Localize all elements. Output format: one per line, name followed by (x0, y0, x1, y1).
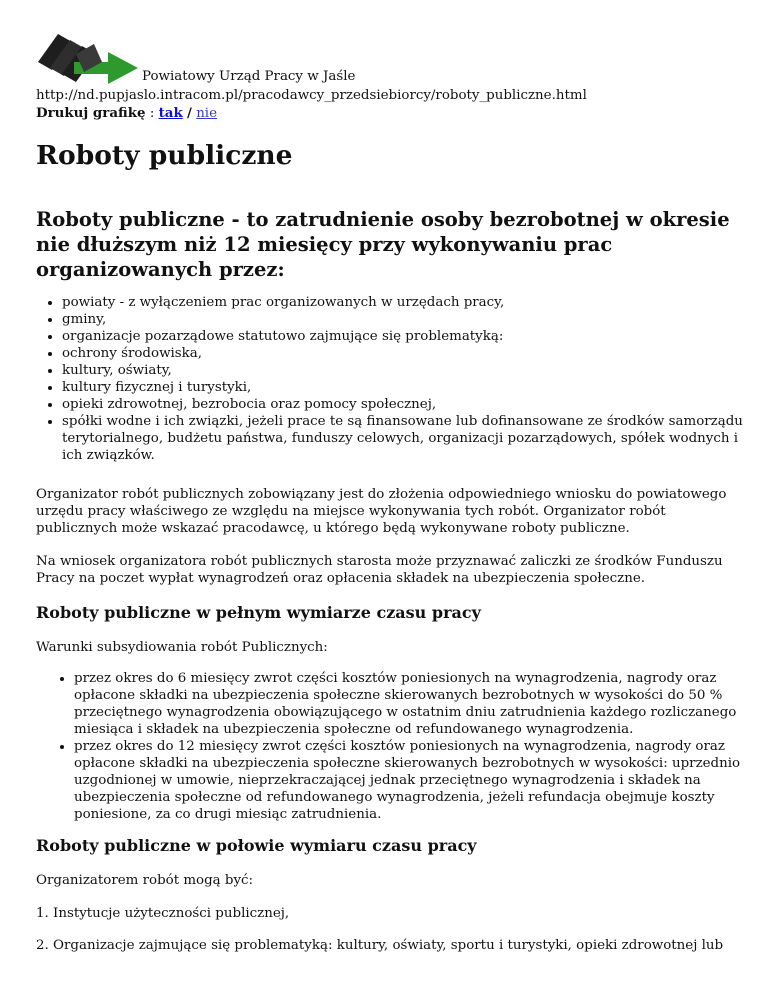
print-separator: : (149, 106, 155, 121)
section-half-time-intro: Organizatorem robót mogą być: (36, 873, 254, 888)
print-yes-link[interactable]: tak (158, 105, 183, 121)
list-item: • organizacje pozarządowe statutowo zajmujące się problematyką: (62, 328, 762, 345)
section-half-time-heading: Roboty publiczne w połowie wymiaru czasu pracy (36, 836, 477, 855)
organizers-list (36, 294, 762, 464)
site-name: Powiatowy Urząd Pracy w Jaśle (142, 69, 356, 84)
section-full-time-heading: Roboty publiczne w pełnym wymiarze czasu pracy (36, 603, 481, 622)
print-graphics-option (36, 105, 217, 122)
organizer-paragraph: Organizator robót publicznych zobowiązany jest do złożenia odpowiedniego wniosku do powiatowego urzędu pracy właściwego ze względu na miejsce wykonywania tych robót. Organizator robót publicznych może wskazać pracodawcę, u którego będą wykonywane roboty publiczne. (36, 487, 727, 536)
numbered-item-1: 1. Instytucje użyteczności publicznej, (36, 906, 290, 921)
lead-heading: Roboty publiczne - to zatrudnienie osoby bezrobotnej w okresie nie dłuższym niż 12 miesięcy przy wykonywaniu prac organizowanych przez: (36, 208, 730, 281)
list-item: • opieki zdrowotnej, bezrobocia oraz pomocy społecznej, (62, 396, 762, 413)
page-url: http://nd.pupjaslo.intracom.pl/pracodawcy_przedsiebiorcy/roboty_publiczne.html (36, 88, 587, 103)
page-title: Roboty publiczne (36, 140, 293, 171)
list-item: • ochrony środowiska, (62, 345, 762, 362)
print-no-link[interactable]: nie (196, 106, 218, 121)
numbered-item-2: 2. Organizacje zajmujące się problematyką: kultury, oświaty, sportu i turystyki, opieki zdrowotnej lub (36, 938, 724, 953)
section-full-time-intro: Warunki subsydiowania robót Publicznych: (36, 640, 328, 655)
list-item: • powiaty - z wyłączeniem prac organizowanych w urzędach pracy, (62, 294, 762, 311)
pup-logo-icon (36, 32, 140, 84)
list-item: • przez okres do 12 miesięcy zwrot części kosztów poniesionych na wynagrodzenia, nagrody oraz opłacone składki na ubezpieczenia społeczne skierowanych bezrobotnych w wysokości: uprzednio uzgodnionej w umowie, nieprzekraczającej jednak przeciętnego wynagrodzenia i składek na ubezpieczenia społeczne od refundowanego wynagrodzenia, jeżeli refundacja obejmuje koszty poniesione, za co drugi miesiąc zatrudnienia. (74, 738, 768, 823)
print-label: Drukuj grafikę (36, 105, 146, 121)
print-slash: / (187, 105, 192, 121)
advance-paragraph: Na wniosek organizatora robót publicznych starosta może przyznawać zaliczki ze środków Funduszu Pracy na poczet wypłat wynagrodzeń oraz opłacenia składek na ubezpieczenia społeczne. (36, 554, 723, 586)
list-item: • spółki wodne i ich związki, jeżeli prace te są finansowane lub dofinansowane ze środków samorządu terytorialnego, budżetu państwa, funduszy celowych, organizacji pozarządowych, spółek wodnych i ich związków. (62, 413, 762, 464)
list-item: • kultury, oświaty, (62, 362, 762, 379)
subsidy-conditions-list (36, 670, 768, 823)
list-item: • przez okres do 6 miesięcy zwrot części kosztów poniesionych na wynagrodzenia, nagrody oraz opłacone składki na ubezpieczenia społeczne skierowanych bezrobotnych w wysokości do 50 % przeciętnego wynagrodzenia obowiązującego w ostatnim dniu zatrudnienia każdego rozliczanego miesiąca i składek na ubezpieczenia społeczne od refundowanego wynagrodzenia. (74, 670, 768, 738)
list-item: • gminy, (62, 311, 762, 328)
list-item: • kultury fizycznej i turystyki, (62, 379, 762, 396)
